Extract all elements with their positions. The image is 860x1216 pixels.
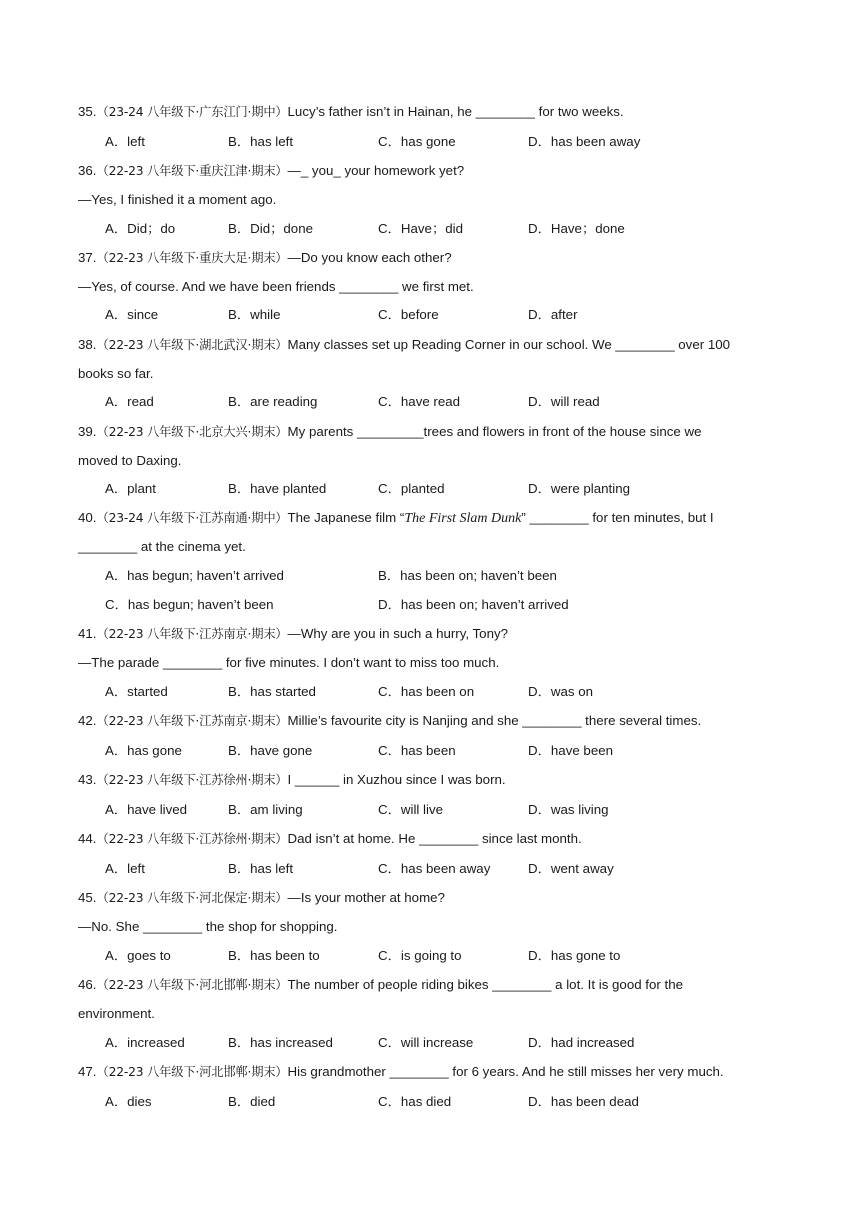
option-b[interactable]: B．am living bbox=[228, 802, 303, 817]
question-39-line-2: moved to Daxing. bbox=[78, 453, 182, 468]
option-a[interactable]: A．left bbox=[105, 861, 145, 876]
option-b[interactable]: B．has been to bbox=[228, 948, 320, 963]
film-title: The First Slam Dunk bbox=[404, 511, 522, 526]
option-c[interactable]: C．has been away bbox=[378, 861, 491, 876]
question-number: 40. bbox=[78, 510, 97, 525]
option-a[interactable]: A．have lived bbox=[105, 802, 188, 817]
option-a[interactable]: A．since bbox=[105, 307, 159, 322]
question-44-stem bbox=[78, 830, 788, 848]
question-number: 38. bbox=[78, 337, 97, 352]
question-number: 42. bbox=[78, 713, 97, 728]
option-b[interactable]: B．while bbox=[228, 307, 281, 322]
question-text: Many classes set up Reading Corner in our school. We ________ over 100 bbox=[287, 337, 731, 352]
option-b[interactable]: B．Did；done bbox=[228, 221, 313, 236]
option-d[interactable]: D．has been away bbox=[528, 134, 641, 149]
question-text: The number of people riding bikes ________ a lot. It is good for the bbox=[287, 977, 684, 992]
question-number: 45. bbox=[78, 890, 97, 905]
option-a[interactable]: A．left bbox=[105, 134, 145, 149]
question-text: I ______ in Xuzhou since I was born. bbox=[287, 772, 506, 787]
option-a[interactable]: A．Did；do bbox=[105, 221, 176, 236]
question-text: —Do you know each other? bbox=[287, 250, 452, 265]
question-text: Millie’s favourite city is Nanjing and she ________ there several times. bbox=[287, 713, 702, 728]
option-d[interactable]: D．Have；done bbox=[528, 221, 625, 236]
question-39-options bbox=[105, 480, 805, 498]
question-number: 46. bbox=[78, 977, 97, 992]
question-text: —Why are you in such a hurry, Tony? bbox=[287, 626, 509, 641]
question-36-line-2: —Yes, I finished it a moment ago. bbox=[78, 192, 277, 207]
question-text-cont: ” ________ for ten minutes, but I bbox=[521, 510, 714, 525]
question-text: —_ you_ your homework yet? bbox=[287, 163, 465, 178]
question-40-line-2: ________ at the cinema yet. bbox=[78, 539, 246, 554]
question-45-stem bbox=[78, 889, 788, 907]
question-source: （23-24 八年级下·广东江门·期中） bbox=[96, 105, 288, 119]
option-d[interactable]: D．were planting bbox=[528, 481, 630, 496]
option-d[interactable]: D．have been bbox=[528, 743, 614, 758]
question-number: 35. bbox=[78, 104, 97, 119]
question-source: （22-23 八年级下·江苏南京·期末） bbox=[96, 714, 288, 728]
option-b[interactable]: B．has been on; haven’t been bbox=[378, 568, 557, 583]
option-c[interactable]: C．has been bbox=[378, 743, 456, 758]
question-text: —Is your mother at home? bbox=[287, 890, 445, 905]
question-41-options bbox=[105, 683, 805, 701]
question-source: （22-23 八年级下·江苏南京·期末） bbox=[96, 627, 288, 641]
question-source: （22-23 八年级下·河北邯郸·期末） bbox=[96, 978, 288, 992]
question-text: His grandmother ________ for 6 years. And he still misses her very much. bbox=[287, 1064, 724, 1079]
option-c[interactable]: C．has died bbox=[378, 1094, 452, 1109]
option-a[interactable]: A．read bbox=[105, 394, 154, 409]
question-41-stem bbox=[78, 625, 788, 643]
option-c[interactable]: C．before bbox=[378, 307, 439, 322]
question-45-options bbox=[105, 947, 805, 965]
option-c[interactable]: C．will live bbox=[378, 802, 444, 817]
question-source: （22-23 八年级下·河北保定·期末） bbox=[96, 891, 288, 905]
question-46-stem bbox=[78, 976, 788, 994]
option-c[interactable]: C．has gone bbox=[378, 134, 456, 149]
question-46-options bbox=[105, 1034, 805, 1052]
option-d[interactable]: D．has gone to bbox=[528, 948, 621, 963]
question-42-options bbox=[105, 742, 805, 760]
question-text: Lucy’s father isn’t in Hainan, he ________ for two weeks. bbox=[287, 104, 624, 119]
option-c[interactable]: C．have read bbox=[378, 394, 461, 409]
option-a[interactable]: A．has gone bbox=[105, 743, 182, 758]
option-a[interactable]: A．has begun; haven’t arrived bbox=[105, 568, 284, 583]
option-c[interactable]: C．is going to bbox=[378, 948, 462, 963]
question-42-stem bbox=[78, 712, 788, 730]
option-d[interactable]: D．had increased bbox=[528, 1035, 635, 1050]
question-46-line-2: environment. bbox=[78, 1006, 155, 1021]
question-source: （22-23 八年级下·北京大兴·期末） bbox=[96, 425, 288, 439]
question-source: （22-23 八年级下·江苏徐州·期末） bbox=[96, 773, 288, 787]
option-b[interactable]: B．has left bbox=[228, 134, 294, 149]
option-d[interactable]: D．will read bbox=[528, 394, 600, 409]
option-a[interactable]: A．dies bbox=[105, 1094, 152, 1109]
question-source: （22-23 八年级下·湖北武汉·期末） bbox=[96, 338, 288, 352]
option-d[interactable]: D．has been on; haven’t arrived bbox=[378, 597, 569, 612]
option-c[interactable]: C．planted bbox=[378, 481, 445, 496]
option-b[interactable]: B．have gone bbox=[228, 743, 313, 758]
option-b[interactable]: B．died bbox=[228, 1094, 276, 1109]
question-39-stem bbox=[78, 423, 788, 441]
question-45-line-2: —No. She ________ the shop for shopping. bbox=[78, 919, 338, 934]
question-44-options bbox=[105, 860, 805, 878]
option-d[interactable]: D．after bbox=[528, 307, 578, 322]
question-43-stem bbox=[78, 771, 788, 789]
option-d[interactable]: D．was living bbox=[528, 802, 609, 817]
question-37-options bbox=[105, 306, 805, 324]
question-41-line-2: —The parade ________ for five minutes. I don’t want to miss too much. bbox=[78, 655, 500, 670]
question-35-options bbox=[105, 133, 805, 151]
question-source: （22-23 八年级下·江苏徐州·期末） bbox=[96, 832, 288, 846]
question-source: （23-24 八年级下·江苏南通·期中） bbox=[96, 511, 288, 525]
option-c[interactable]: C．has begun; haven’t been bbox=[105, 597, 274, 612]
option-c[interactable]: C．Have；did bbox=[378, 221, 463, 236]
question-source: （22-23 八年级下·重庆江津·期末） bbox=[96, 164, 288, 178]
option-c[interactable]: C．will increase bbox=[378, 1035, 474, 1050]
question-37-line-2: —Yes, of course. And we have been friends ________ we first met. bbox=[78, 279, 474, 294]
question-text: Dad isn’t at home. He ________ since last month. bbox=[287, 831, 582, 846]
question-47-options bbox=[105, 1093, 805, 1111]
option-a[interactable]: A．increased bbox=[105, 1035, 185, 1050]
option-d[interactable]: D．has been dead bbox=[528, 1094, 639, 1109]
option-a[interactable]: A．plant bbox=[105, 481, 156, 496]
question-number: 44. bbox=[78, 831, 97, 846]
question-40-stem bbox=[78, 509, 788, 528]
question-43-options bbox=[105, 801, 805, 819]
option-b[interactable]: B．has increased bbox=[228, 1035, 333, 1050]
question-36-stem bbox=[78, 162, 788, 180]
option-b[interactable]: B．has left bbox=[228, 861, 294, 876]
question-38-line-2: books so far. bbox=[78, 366, 154, 381]
question-number: 43. bbox=[78, 772, 97, 787]
question-number: 36. bbox=[78, 163, 97, 178]
question-38-options bbox=[105, 393, 805, 411]
question-37-stem bbox=[78, 249, 788, 267]
question-text: The Japanese film “ bbox=[287, 510, 405, 525]
question-number: 37. bbox=[78, 250, 97, 265]
question-40-options-row-2 bbox=[105, 596, 805, 614]
question-35-stem bbox=[78, 103, 788, 121]
option-d[interactable]: D．went away bbox=[528, 861, 614, 876]
question-source: （22-23 八年级下·河北邯郸·期末） bbox=[96, 1065, 288, 1079]
question-source: （22-23 八年级下·重庆大足·期末） bbox=[96, 251, 288, 265]
option-a[interactable]: A．goes to bbox=[105, 948, 171, 963]
option-d[interactable]: D．was on bbox=[528, 684, 594, 699]
option-b[interactable]: B．are reading bbox=[228, 394, 318, 409]
question-36-options bbox=[105, 220, 805, 238]
question-number: 47. bbox=[78, 1064, 97, 1079]
option-b[interactable]: B．have planted bbox=[228, 481, 327, 496]
option-c[interactable]: C．has been on bbox=[378, 684, 475, 699]
option-a[interactable]: A．started bbox=[105, 684, 168, 699]
question-38-stem bbox=[78, 336, 788, 354]
question-40-options-row-1 bbox=[105, 567, 805, 585]
question-number: 41. bbox=[78, 626, 97, 641]
question-47-stem bbox=[78, 1063, 788, 1081]
question-number: 39. bbox=[78, 424, 97, 439]
question-text: My parents _________trees and flowers in front of the house since we bbox=[287, 424, 702, 439]
option-b[interactable]: B．has started bbox=[228, 684, 316, 699]
